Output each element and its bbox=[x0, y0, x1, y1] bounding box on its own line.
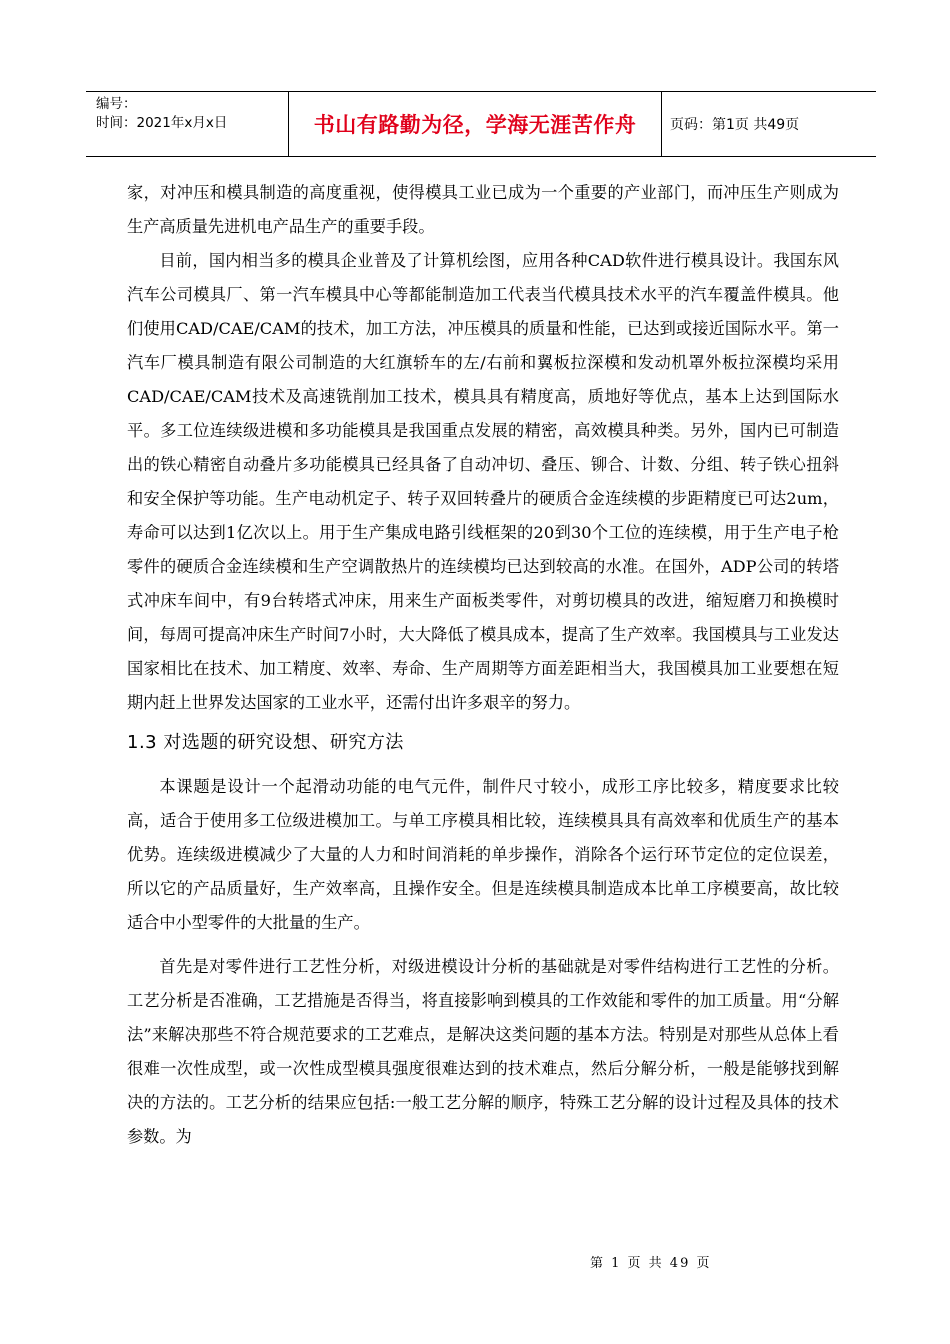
section-heading: 1.3 对选题的研究设想、研究方法 bbox=[127, 732, 404, 753]
header-motto: 书山有路勤为径，学海无涯苦作舟 bbox=[289, 92, 662, 156]
page-header bbox=[86, 91, 876, 157]
document-time-label: 时间：2021年x月x日 bbox=[96, 115, 228, 131]
document-number-label: 编号： bbox=[96, 96, 137, 112]
page-footer: 第 1 页 共 49 页 bbox=[590, 1256, 712, 1271]
header-page-info: 页码：第1页 共49页 bbox=[670, 117, 800, 133]
body-paragraph: 本课题是设计一个起滑动功能的电气元件，制件尺寸较小，成形工序比较多，精度要求比较高，适合于使用多工位级进模加工。与单工序模具相比较，连续模具具有高效率和优质生产的基本优势。连续级进模减少了大量的人力和时间消耗的单步操作，消除各个运行环节定位的定位误差，所以它的产品质量好，生产效率高，且操作安全。但是连续模具制造成本比单工序模要高，故比较适合中小型零件的大批量的生产。 bbox=[127, 777, 839, 932]
body-paragraph: 目前，国内相当多的模具企业普及了计算机绘图，应用各种CAD软件进行模具设计。我国东风汽车公司模具厂、第一汽车模具中心等都能制造加工代表当代模具技术水平的汽车覆盖件模具。他们使用CAD/CAE/CAM的技术，加工方法，冲压模具的质量和性能，已达到或接近国际水平。第一汽车厂模具制造有限公司制造的大红旗轿车的左/右前和翼板拉深模和发动机罩外板拉深模均采用CAD/CAE/CAM技术及高速铣削加工技术，模具具有精度高，质地好等优点，基本上达到国际水平。多工位连续级进模和多功能模具是我国重点发展的精密，高效模具种类。另外，国内已可制造出的铁心精密自动叠片多功能模具已经具备了自动冲切、叠压、铆合、计数、分组、转子铁心扭斜和安全保护等功能。生产电动机定子、转子双回转叠片的硬质合金连续模的步距精度已可达2um，寿命可以达到1亿次以上。用于生产集成电路引线框架的20到30个工位的连续模，用于生产电子枪零件的硬质合金连续模和生产空调散热片的连续模均已达到较高的水准。在国外，ADP公司的转塔式冲床车间中，有9台转塔式冲床，用来生产面板类零件，对剪切模具的改进，缩短磨刀和换模时间，每周可提高冲床生产时间7小时，大大降低了模具成本，提高了生产效率。我国模具与工业发达国家相比在技术、加工精度、效率、寿命、生产周期等方面差距相当大，我国模具加工业要想在短期内赶上世界发达国家的工业水平，还需付出许多艰辛的努力。 bbox=[127, 251, 839, 712]
body-paragraph: 家，对冲压和模具制造的高度重视，使得模具工业已成为一个重要的产业部门，而冲压生产则成为生产高质量先进机电产品生产的重要手段。 bbox=[127, 183, 839, 236]
header-meta bbox=[86, 92, 289, 156]
body-paragraph: 首先是对零件进行工艺性分析，对级进模设计分析的基础就是对零件结构进行工艺性的分析。工艺分析是否准确，工艺措施是否得当，将直接影响到模具的工作效能和零件的加工质量。用“分解法”来解决那些不符合规范要求的工艺难点，是解决这类问题的基本方法。特别是对那些从总体上看很难一次性成型，或一次性成型模具强度很难达到的技术难点，然后分解分析，一般是能够找到解决的方法的。工艺分析的结果应包括:一般工艺分解的顺序，特殊工艺分解的设计过程及具体的技术参数。为 bbox=[127, 957, 839, 1146]
document-body bbox=[127, 176, 839, 1154]
